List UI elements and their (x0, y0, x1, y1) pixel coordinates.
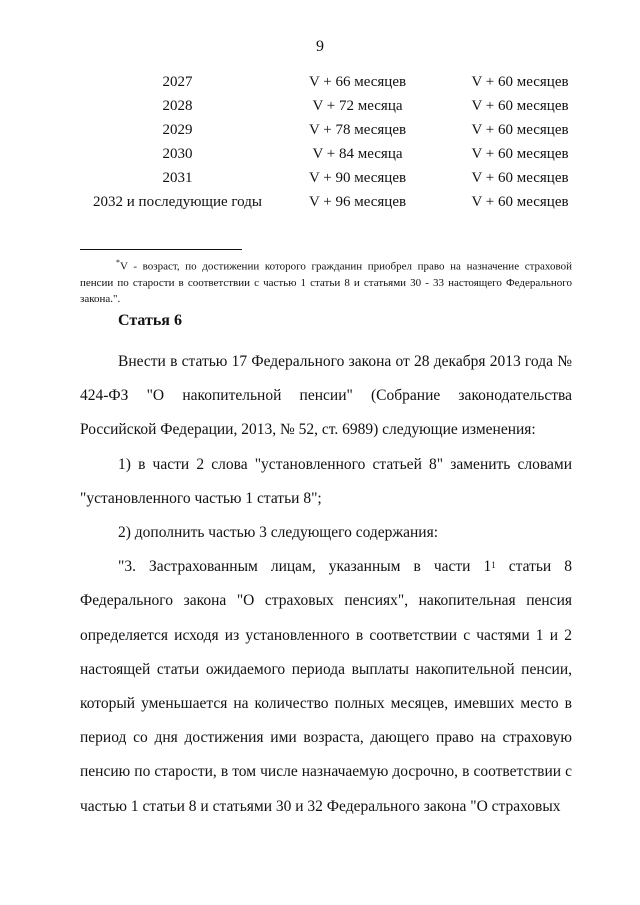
article-heading: Статья 6 (118, 312, 182, 329)
period-cell: V + 78 месяцев (308, 122, 407, 138)
table-row (0, 192, 640, 216)
part3-text-start: "3. Застрахованным лицам, указанным в части 1 (118, 558, 492, 576)
table-row (0, 144, 640, 168)
period-cell: V + 60 месяцев (471, 146, 569, 162)
year-cell: 2032 и последующие годы (93, 194, 262, 210)
year-cell: 2031 (162, 170, 193, 186)
paragraph-quoted-part-3 (80, 550, 572, 824)
part3-superscript: 1 (491, 560, 496, 571)
year-cell: 2028 (162, 98, 193, 114)
table-row (0, 168, 640, 192)
page-number: 9 (316, 38, 324, 55)
table-row (0, 96, 640, 120)
retirement-period-table (0, 72, 640, 216)
footnote-body (80, 255, 572, 307)
period-cell: V + 84 месяца (312, 146, 403, 162)
period-cell: V + 60 месяцев (471, 170, 569, 186)
period-cell: V + 96 месяцев (308, 194, 407, 210)
paragraph-intro: Внести в статью 17 Федерального закона от 28 декабря 2013 года № 424-ФЗ "О накопительной пенсии" (Собрание законодательства Российской Федерации, 2013, № 52, ст. 6989) следующие изменения: (80, 353, 572, 439)
paragraph-item-1: 1) в части 2 слова "установленного статьей 8" заменить словами "установленного частью 1 статьи 8"; (80, 455, 572, 507)
period-cell: V + 60 месяцев (471, 194, 569, 210)
footnote-mark: * (116, 258, 120, 267)
part3-text-rest: статьи 8 Федерального закона "О страховых пенсиях", накопительная пенсия определяется исходя из установленного в соответствии с частями 1 и 2 настоящей статьи ожидаемого периода выплаты накопительной пенсии, который уменьшается на количество полных месяцев, имевших место в период со дня достижения ими возраста, дающего право на страховую пенсию по старости, в том числе назначаемую досрочно, в соответствии с частью 1 статьи 8 и статьями 30 и 32 Федерального закона "О страховых (80, 558, 572, 815)
year-cell: 2029 (162, 122, 193, 138)
period-cell: V + 72 месяца (312, 98, 403, 114)
table-row (0, 72, 640, 96)
period-cell: V + 90 месяцев (308, 170, 407, 186)
period-cell: V + 66 месяцев (308, 74, 407, 90)
period-cell: V + 60 месяцев (471, 74, 569, 90)
table-row (0, 120, 640, 144)
paragraph-item-2: 2) дополнить частью 3 следующего содержания: (118, 524, 439, 542)
period-cell: V + 60 месяцев (471, 122, 569, 138)
year-cell: 2030 (162, 146, 193, 162)
footnote-text: V - возраст, по достижении которого гражданин приобрел право на назначение страховой пенсии по старости в соответствии с частью 1 статьи 8 и статьями 30 - 33 настоящего Федерального закона.". (80, 260, 572, 305)
year-cell: 2027 (162, 74, 193, 90)
period-cell: V + 60 месяцев (471, 98, 569, 114)
footnote (80, 255, 572, 307)
article-body (80, 345, 572, 824)
footnote-divider (80, 249, 242, 250)
